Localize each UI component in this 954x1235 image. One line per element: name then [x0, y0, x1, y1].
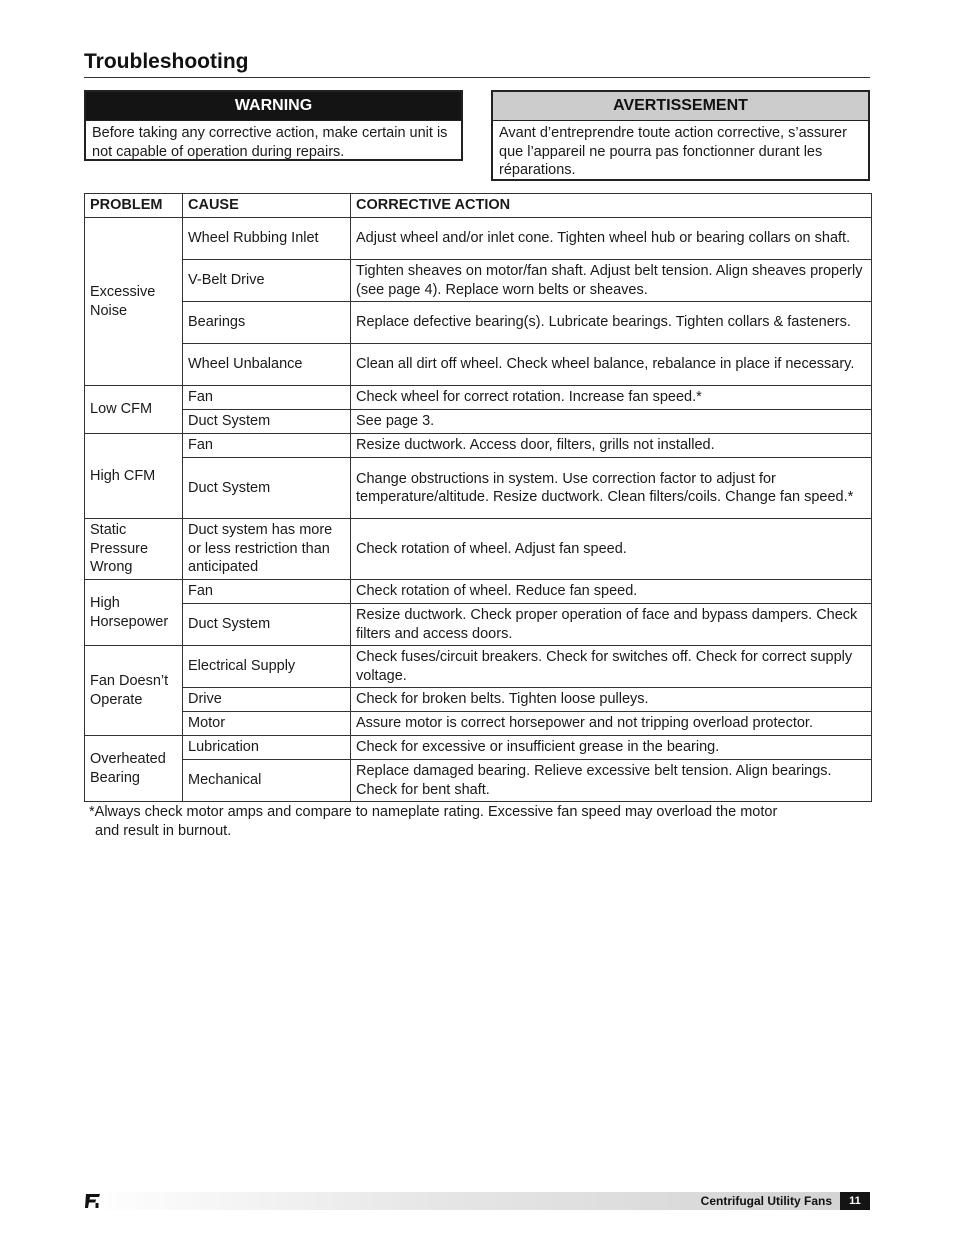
table-row [85, 760, 872, 802]
action-cell: Assure motor is correct horsepower and not tripping overload protector. [351, 712, 872, 736]
cause-cell: Motor [183, 712, 351, 736]
cause-cell: V-Belt Drive [183, 260, 351, 302]
cause-cell: Fan [183, 434, 351, 458]
action-cell: Resize ductwork. Check proper operation of face and bypass dampers. Check filters and access doors. [351, 604, 872, 646]
table-row [85, 519, 872, 580]
table-row [85, 712, 872, 736]
cause-cell: Duct System [183, 458, 351, 519]
action-cell: Check wheel for correct rotation. Increase fan speed.* [351, 386, 872, 410]
footnote-line-2: and result in burnout. [95, 822, 232, 839]
action-cell: Adjust wheel and/or inlet cone. Tighten wheel hub or bearing collars on shaft. [351, 218, 872, 260]
cause-cell: Wheel Unbalance [183, 344, 351, 386]
action-cell: Check fuses/circuit breakers. Check for switches off. Check for correct supply voltage. [351, 646, 872, 688]
table-row [85, 434, 872, 458]
action-cell: Check for excessive or insufficient grease in the bearing. [351, 736, 872, 760]
table-row [85, 736, 872, 760]
table-row [85, 218, 872, 260]
table-header-row [85, 194, 872, 218]
problem-cell: Overheated Bearing [85, 736, 183, 802]
title-divider [84, 77, 870, 78]
problem-cell: Low CFM [85, 386, 183, 434]
cause-cell: Drive [183, 688, 351, 712]
problem-cell: Fan Doesn’t Operate [85, 646, 183, 736]
action-cell: Replace defective bearing(s). Lubricate bearings. Tighten collars & fasteners. [351, 302, 872, 344]
cause-cell: Fan [183, 580, 351, 604]
table-row [85, 386, 872, 410]
avertissement-text: Avant d’entreprendre toute action corrective, s’assurer que l’appareil ne pourra pas fonctionner durant les réparations. [499, 125, 847, 178]
header-corrective-action: CORRECTIVE ACTION [351, 194, 872, 218]
footnote-line-1: *Always check motor amps and compare to nameplate rating. Excessive fan speed may overload the motor [89, 804, 778, 820]
cause-cell: Duct System [183, 604, 351, 646]
action-cell: Clean all dirt off wheel. Check wheel balance, rebalance in place if necessary. [351, 344, 872, 386]
table-row [85, 604, 872, 646]
action-cell: See page 3. [351, 410, 872, 434]
footnote [84, 803, 864, 840]
cause-cell: Mechanical [183, 760, 351, 802]
header-problem: PROBLEM [85, 194, 183, 218]
problem-cell: High CFM [85, 434, 183, 519]
action-cell: Change obstructions in system. Use correction factor to adjust for temperature/altitude. Resize ductwork. Clean filters/coils. Change fan speed.* [351, 458, 872, 519]
problem-cell: High Horsepower [85, 580, 183, 646]
cause-cell: Duct System [183, 410, 351, 434]
action-cell: Resize ductwork. Access door, filters, grills not installed. [351, 434, 872, 458]
warning-heading: WARNING [86, 92, 461, 121]
avertissement-heading: AVERTISSEMENT [493, 92, 868, 121]
table-row [85, 302, 872, 344]
cause-cell: Electrical Supply [183, 646, 351, 688]
problem-cell: Static Pressure Wrong [85, 519, 183, 580]
action-cell: Check rotation of wheel. Reduce fan speed. [351, 580, 872, 604]
action-cell: Check for broken belts. Tighten loose pulleys. [351, 688, 872, 712]
brand-logo-icon [84, 1192, 102, 1210]
table-row [85, 410, 872, 434]
problem-cell: Excessive Noise [85, 218, 183, 386]
table-row [85, 646, 872, 688]
cause-cell: Wheel Rubbing Inlet [183, 218, 351, 260]
page-title: Troubleshooting [84, 50, 249, 73]
cause-cell: Lubrication [183, 736, 351, 760]
table-row [85, 344, 872, 386]
footer-document-title: Centrifugal Utility Fans [700, 1194, 832, 1208]
action-cell: Replace damaged bearing. Relieve excessive belt tension. Align bearings. Check for bent shaft. [351, 760, 872, 802]
cause-cell: Duct system has more or less restriction than anticipated [183, 519, 351, 580]
warning-box [84, 90, 463, 161]
avertissement-box [491, 90, 870, 181]
troubleshooting-table [84, 193, 872, 802]
warning-text: Before taking any corrective action, make certain unit is not capable of operation during repairs. [92, 125, 448, 160]
page-number: 11 [840, 1192, 870, 1210]
cause-cell: Bearings [183, 302, 351, 344]
action-cell: Check rotation of wheel. Adjust fan speed. [351, 519, 872, 580]
table-row [85, 580, 872, 604]
table-row [85, 458, 872, 519]
cause-cell: Fan [183, 386, 351, 410]
table-row [85, 688, 872, 712]
table-row [85, 260, 872, 302]
header-cause: CAUSE [183, 194, 351, 218]
action-cell: Tighten sheaves on motor/fan shaft. Adjust belt tension. Align sheaves properly (see page 4). Replace worn belts or sheaves. [351, 260, 872, 302]
